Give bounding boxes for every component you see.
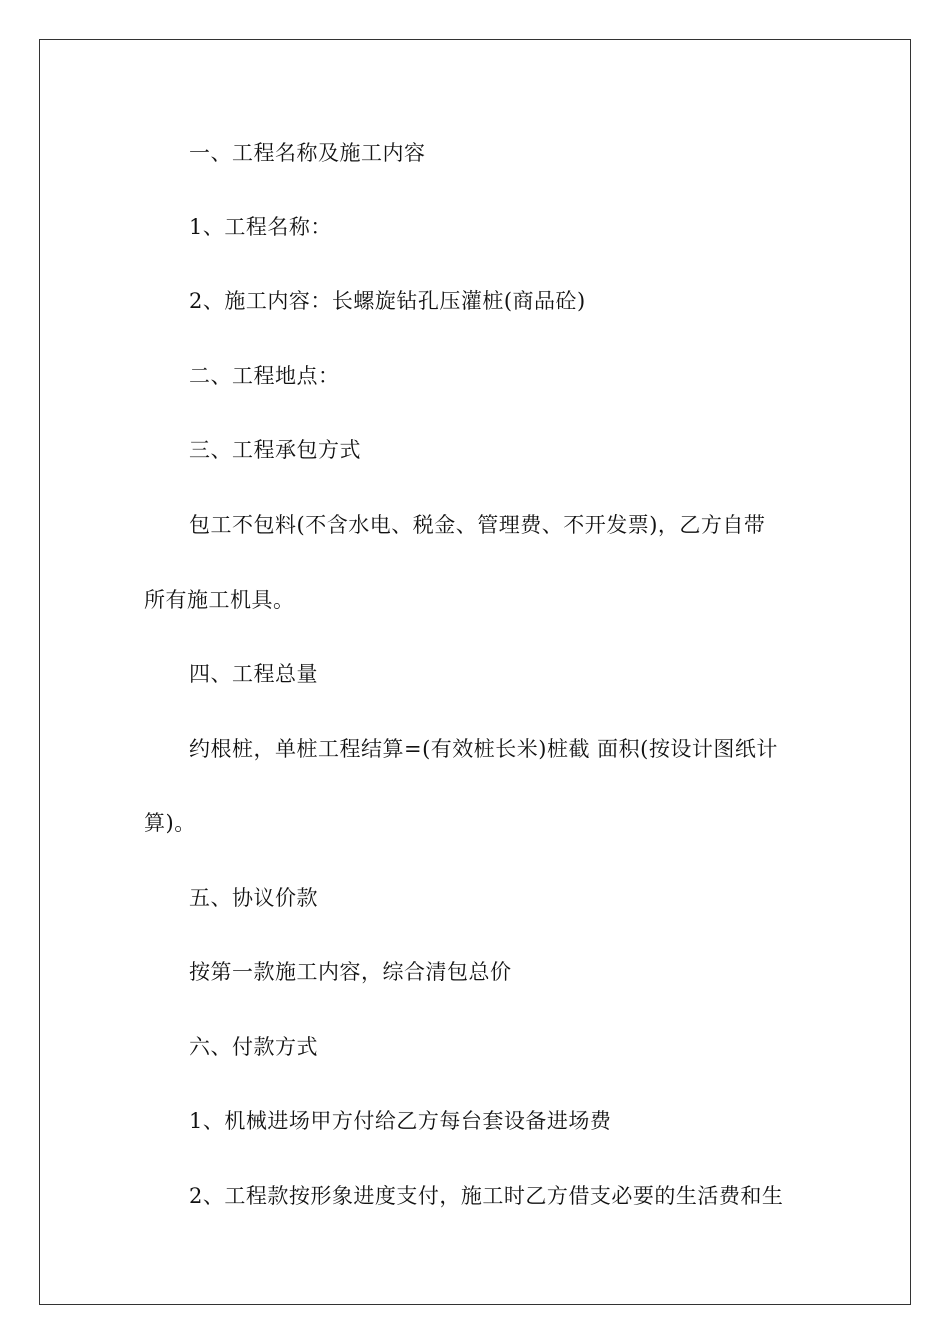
paragraph-total-quantity: 约根桩，单桩工程结算=(有效桩长米)桩截 面积(按设计图纸计 xyxy=(189,737,778,761)
section-heading-payment-method: 六、付款方式 xyxy=(189,1035,318,1059)
paragraph-contract-method: 包工不包料(不含水电、税金、管理费、不开发票)，乙方自带 xyxy=(189,513,766,537)
section-heading-contract-method: 三、工程承包方式 xyxy=(189,438,361,462)
paragraph-total-quantity-continued: 算)。 xyxy=(144,811,196,835)
paragraph-payment-item-2: 2、工程款按形象进度支付，施工时乙方借支必要的生活费和生 xyxy=(189,1184,784,1208)
section-heading-project-name: 一、工程名称及施工内容 xyxy=(189,141,426,165)
section-heading-agreed-price: 五、协议价款 xyxy=(189,886,318,910)
paragraph-construction-content: 2、施工内容：长螺旋钻孔压灌桩(商品砼) xyxy=(189,289,586,313)
paragraph-project-name: 1、工程名称： xyxy=(189,215,332,239)
paragraph-contract-method-continued: 所有施工机具。 xyxy=(144,588,295,612)
section-heading-total-quantity: 四、工程总量 xyxy=(189,662,318,686)
paragraph-agreed-price: 按第一款施工内容，综合清包总价 xyxy=(189,960,512,984)
paragraph-payment-item-1: 1、机械进场甲方付给乙方每台套设备进场费 xyxy=(189,1109,612,1133)
section-heading-location: 二、工程地点： xyxy=(189,364,340,388)
